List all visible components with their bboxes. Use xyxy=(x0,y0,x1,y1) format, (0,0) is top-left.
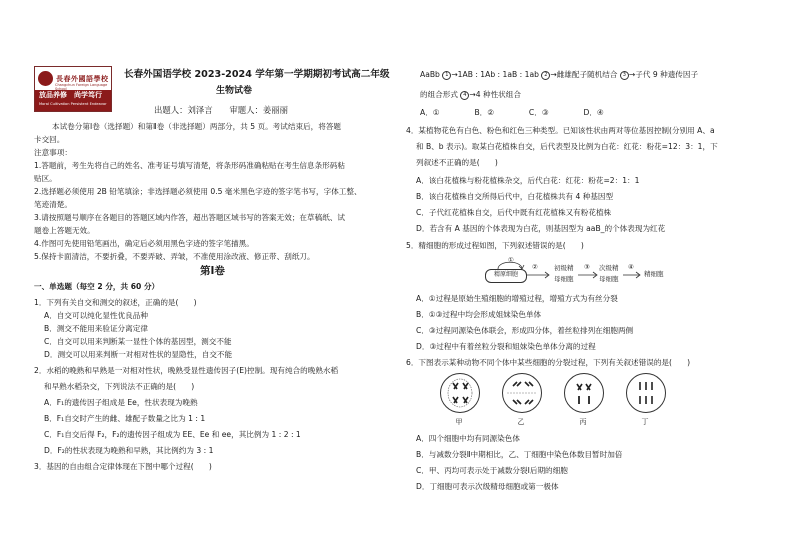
question-2-option: B．F₁自交时产生的雌、雄配子数量之比为 1 : 1 xyxy=(44,414,206,423)
school-crest-icon xyxy=(38,71,53,86)
flow-box-sperm: 精细胞 xyxy=(644,270,664,278)
question-6-stem: 6．下图表示某种动物不同个体中某些细胞的分裂过程，下列有关叙述错误的是( ) xyxy=(406,358,691,367)
question-3-options xyxy=(420,108,604,118)
question-1-stem: 1．下列有关自交和测交的叙述，正确的是( ) xyxy=(34,298,197,307)
question-5-option: A．①过程是原始生殖细胞的增殖过程，增殖方式为有丝分裂 xyxy=(416,294,618,303)
question-4-stem-cont: 列叙述不正确的是( ) xyxy=(416,158,498,167)
step-1-marker: 1 xyxy=(442,71,451,80)
exam-subject: 生物试卷 xyxy=(216,86,253,96)
cell-label: 丁 xyxy=(641,418,649,426)
question-5-stem: 5．精细胞的形成过程如图，下列叙述错误的是( ) xyxy=(406,241,584,250)
note-item: 2.选择题必须使用 2B 铅笔填涂；非选择题必须使用 0.5 毫米黑色字迹的签字笔书写，字体工整、 xyxy=(34,187,362,196)
question-5-option: D．③过程中有着丝粒分裂和姐妹染色单体分离的过程 xyxy=(416,342,596,351)
note-item: 1.答题前，考生先将自己的姓名、准考证号填写清楚，将条形码准确粘贴在考生信息条形码粘 xyxy=(34,161,345,170)
cell-label: 乙 xyxy=(517,418,525,426)
question-6-option: D．丁细胞可表示次级精母细胞或第一极体 xyxy=(416,482,559,491)
section-heading: 一、单选题（每空 2 分，共 60 分） xyxy=(34,282,160,291)
question-1-option: A．自交可以纯化显性优良品种 xyxy=(44,311,148,320)
question-1-option: B．测交不能用来验证分离定律 xyxy=(44,324,148,333)
flow-arrow xyxy=(578,271,600,279)
intro-line-2: 卡交回。 xyxy=(34,135,65,144)
note-item: 笔迹清楚。 xyxy=(34,200,72,209)
question-4-stem: 4．某植物花色有白色、粉色和红色三种类型。已知该性状由两对等位基因控制(分别用 A、a xyxy=(406,126,715,135)
flow-step-1: ① xyxy=(508,256,514,264)
logo-motto-en: Moral Cultivation Persistent Endeavor xyxy=(39,102,107,106)
logo-script: 長春外國語學校 xyxy=(56,73,109,83)
flow-box-secondary-b: 母细胞 xyxy=(599,275,619,283)
flow-box-primary-b: 母细胞 xyxy=(554,275,574,283)
question-3-option: D．④ xyxy=(583,108,604,117)
school-logo xyxy=(34,66,112,112)
question-3-option: A．① xyxy=(420,108,440,117)
question-4-option: C．子代红花植株自交，后代中既有红花植株又有粉花植株 xyxy=(416,208,612,217)
q3-combination: 的组合形式 xyxy=(420,90,458,99)
q3-step-4: →4 种性状组合 xyxy=(469,90,521,99)
question-5-option: B．①③过程中均会形成姐妹染色单体 xyxy=(416,310,542,319)
question-6-option: C．甲、丙均可表示处于减数分裂Ⅰ后期的细胞 xyxy=(416,466,568,475)
question-5-option: C．③过程同源染色体联会，形成四分体，着丝粒排列在细胞两侧 xyxy=(416,326,634,335)
question-2-stem: 2．水稻的晚熟和早熟是一对相对性状，晚熟受显性遗传因子(E)控制。现有纯合的晚熟水稻 xyxy=(34,366,339,375)
flow-step-4: ④ xyxy=(628,263,634,271)
question-2-stem-cont: 和早熟水稻杂交，下列说法不正确的是( ) xyxy=(44,382,195,391)
question-1-option: C．自交可以用来判断某一显性个体的基因型，测交不能 xyxy=(44,337,232,346)
q3-diagram-line-1 xyxy=(420,70,698,80)
step-2-marker: 2 xyxy=(541,71,550,80)
intro-line-1: 本试卷分第Ⅰ卷（选择题）和第Ⅱ卷（非选择题）两部分，共 5 页。考试结束后，将答题 xyxy=(52,122,342,131)
question-4-option: A．该白花植株与粉花植株杂交，后代白花：红花：粉花=2：1：1 xyxy=(416,176,640,185)
q3-genotype: AaBb xyxy=(420,70,440,79)
cell-label: 丙 xyxy=(579,418,587,426)
question-2-option: C．F₁自交后得 F₂，F₂的遗传因子组成为 EE、Ee 和 ee，其比例为 1 : 2 : 1 xyxy=(44,430,301,439)
note-item: 题卷上答题无效。 xyxy=(34,226,95,235)
note-item: 贴区。 xyxy=(34,174,57,183)
question-4-stem-cont: 和 B、b 表示)。取某白花植株自交，后代表型及比例为白花：红花：粉花=12：3：1，下 xyxy=(416,142,718,151)
note-item: 4.作图可先使用铅笔画出，确定后必须用黑色字迹的签字笔描黑。 xyxy=(34,239,254,248)
logo-english-name: Changchun Foreign Language School xyxy=(55,83,108,91)
question-2-option: D．F₂的性状表现为晚熟和早熟，其比例约为 3 : 1 xyxy=(44,446,214,455)
logo-motto: 放品养修 尚学笃行 xyxy=(39,91,102,99)
chromosome-icon xyxy=(441,374,479,412)
q3-step-1: →1AB : 1Ab : 1aB : 1ab xyxy=(451,70,539,79)
q6-cell-diagram xyxy=(440,373,700,433)
question-1-option: D．测交可以用来判断一对相对性状的显隐性，自交不能 xyxy=(44,350,233,359)
question-2-option: A．F₁的遗传因子组成是 Ee，性状表现为晚熟 xyxy=(44,398,198,407)
note-item: 3.请按照题号顺序在各题目的答题区域内作答，超出答题区域书写的答案无效；在草稿纸、试 xyxy=(34,213,345,222)
flow-box-secondary-a: 次级精 xyxy=(599,264,619,272)
q3-step-3: →子代 9 种遗传因子 xyxy=(628,70,699,79)
flow-arrow xyxy=(623,271,643,279)
cell-bing xyxy=(564,373,604,413)
question-6-option: A．四个细胞中均有同源染色体 xyxy=(416,434,520,443)
chromosome-icon xyxy=(503,374,541,412)
note-item: 5.保持卡面清洁，不要折叠，不要弄破、弄皱，不准使用涂改液、修正带、刮纸刀。 xyxy=(34,252,315,261)
flow-step-3: ③ xyxy=(584,263,590,271)
cell-ding xyxy=(626,373,666,413)
chromosome-icon xyxy=(627,374,665,412)
question-3-stem: 3．基因的自由组合定律体现在下图中哪个过程( ) xyxy=(34,462,212,471)
volume-heading: 第Ⅰ卷 xyxy=(200,265,225,277)
q3-step-2: →雌雄配子随机结合 xyxy=(550,70,618,79)
question-3-option: C．③ xyxy=(528,108,549,117)
cell-jia xyxy=(440,373,480,413)
flow-step-2: ② xyxy=(532,263,538,271)
q3-diagram-line-2 xyxy=(420,90,521,100)
cell-yi xyxy=(502,373,542,413)
exam-authors: 出题人：刘泽言 审题人：姜丽丽 xyxy=(154,105,288,115)
flow-box-primary-a: 初级精 xyxy=(554,264,574,272)
question-6-option: B．与减数分裂Ⅱ中期相比，乙、丁细胞中染色体数目暂时加倍 xyxy=(416,450,623,459)
step-3-marker: 3 xyxy=(620,71,629,80)
exam-title: 长春外国语学校 2023-2024 学年第一学期期初考试高二年级 xyxy=(124,69,390,80)
flow-box-spermatogonium: 精原细胞 xyxy=(485,269,527,283)
chromosome-icon xyxy=(565,374,603,412)
cell-label: 甲 xyxy=(455,418,463,426)
question-4-option: B．该白花植株自交所得后代中，白花植株共有 4 种基因型 xyxy=(416,192,614,201)
notes-title: 注意事项： xyxy=(34,148,72,157)
step-4-marker: 4 xyxy=(460,91,469,100)
question-3-option: B．② xyxy=(474,108,495,117)
question-4-option: D．若含有 A 基因的个体表现为白花，则基因型为 aaB_的个体表现为红花 xyxy=(416,224,666,233)
flow-arrow xyxy=(526,271,552,279)
